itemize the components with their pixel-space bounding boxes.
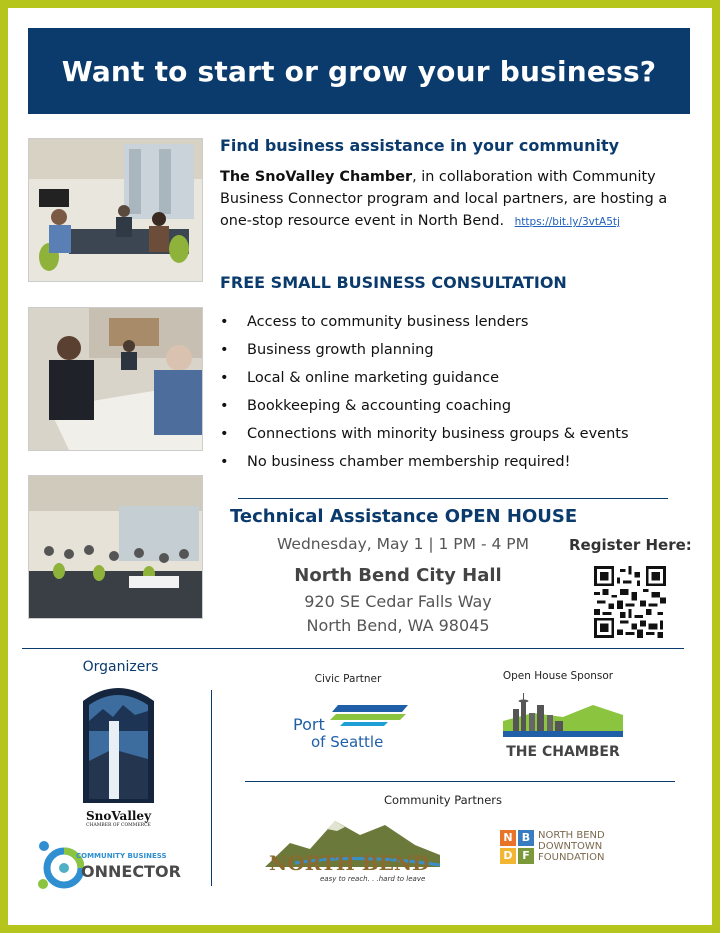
north-bend-logo [265,815,440,895]
snovalley-logo-text: SnoValley [85,809,152,823]
register-label: Register Here: [569,536,692,554]
consultation-heading: FREE SMALL BUSINESS CONSULTATION [220,273,567,292]
connector-logo-line1: COMMUNITY BUSINESS [76,852,167,860]
list-item [220,448,700,476]
community-partners-label: Community Partners [384,793,502,807]
port-logo-line1: Port [293,715,325,734]
north-bend-logo-text: NORTH BEND [269,851,430,875]
sponsor-label: Open House Sponsor [502,670,614,682]
port-waves-icon [328,705,408,727]
nbdf-tile: N [500,830,516,846]
list-item-text: Business growth planning [247,342,434,358]
civic-partner-label: Civic Partner [314,673,382,685]
list-item [220,392,700,420]
nbdf-line2: DOWNTOWN [538,841,603,852]
page-title: Want to start or grow your business? [28,28,690,114]
registration-link[interactable]: https://bit.ly/3vtA5tj [514,216,620,228]
event-title: Technical Assistance OPEN HOUSE [230,506,578,527]
intro-text: , in collaboration with Community Business Connector program and local partners, are hosting a one-stop resource event in North Bend. [220,169,668,229]
organizers-divider [211,690,212,886]
list-item-text: Bookkeeping & accounting coaching [247,398,512,414]
list-item-text: Local & online marketing guidance [247,370,500,386]
list-item-text: Connections with minority business groups & events [247,426,629,442]
nbdf-logo [500,830,650,870]
nbdf-tile: F [518,848,534,864]
photo-open-house-hall [28,475,203,619]
list-item-text: Access to community business lenders [247,314,529,330]
list-item [220,420,700,448]
nbdf-tile-grid [500,830,534,864]
north-bend-tagline: easy to reach. . .hard to leave [320,875,426,883]
port-logo-line2: of Seattle [311,733,384,751]
nbdf-tile: B [518,830,534,846]
bullet-icon: • [220,454,229,470]
qr-code-icon[interactable] [593,566,667,638]
connector-network-icon [36,838,84,892]
nbdf-line1: NORTH BEND [538,830,605,841]
nbdf-tile: D [500,848,516,864]
intro-heading: Find business assistance in your community [220,136,620,155]
intro-paragraph [220,166,690,233]
nbdf-line3: FOUNDATION [538,852,605,863]
event-divider [238,498,668,499]
snovalley-logo [81,681,156,838]
port-of-seattle-logo [293,703,413,753]
photo-meeting-room [28,138,203,282]
organizers-label: Organizers [82,659,159,675]
list-item [220,308,700,336]
event-date: Wednesday, May 1 | 1 PM - 4 PM [277,535,529,553]
the-chamber-logo [503,691,623,760]
intro-org-name: The SnoValley Chamber [220,169,413,185]
community-divider [245,781,675,782]
photo-consultation [28,307,203,451]
list-item [220,364,700,392]
event-address-line1: 920 SE Cedar Falls Way [304,592,492,611]
bullet-icon: • [220,426,229,442]
connector-logo-line2: ONNECTOR [81,862,181,881]
event-venue: North Bend City Hall [294,565,502,586]
partners-divider [22,648,684,649]
skyline-icon [503,691,623,737]
consultation-list [220,308,700,476]
bullet-icon: • [220,370,229,386]
snovalley-shield-icon [81,681,156,805]
nbdf-logo-text [538,830,605,863]
bullet-icon: • [220,398,229,414]
event-address-line2: North Bend, WA 98045 [306,616,490,635]
list-item-text: No business chamber membership required! [247,454,571,470]
community-business-connector-logo [36,832,186,898]
list-item [220,336,700,364]
snovalley-logo-subtext: CHAMBER OF COMMERCE [86,823,151,828]
bullet-icon: • [220,314,229,330]
chamber-logo-text: THE CHAMBER [506,744,620,760]
bullet-icon: • [220,342,229,358]
